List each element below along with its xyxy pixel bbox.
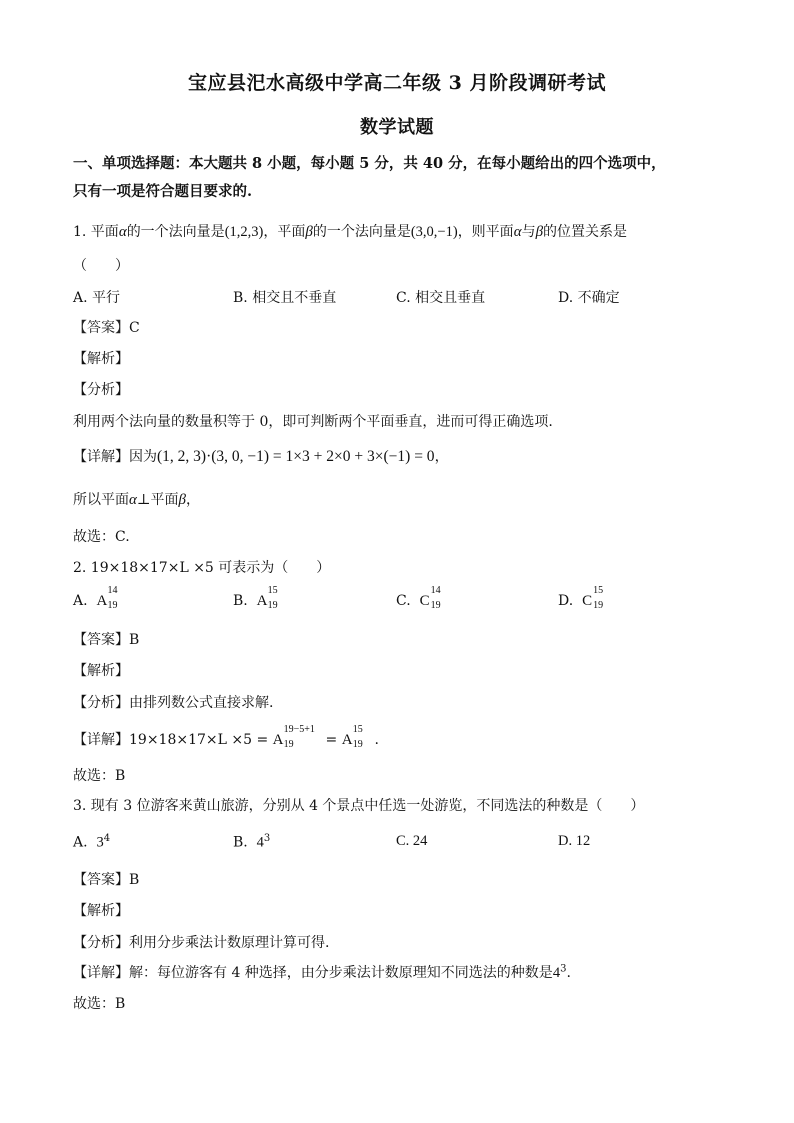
perm-sub: 19 <box>430 600 441 611</box>
q1-detail <box>73 446 449 466</box>
detail-label: 【详解】 <box>73 449 129 465</box>
section-heading-line2: 只有一项是符合题目要求的. <box>73 183 253 200</box>
perm-sup: 15 <box>267 585 278 596</box>
q3-option-a <box>73 833 110 852</box>
q3-option-d: D. 12 <box>558 833 591 849</box>
q2-stem: 2. 19×18×17×L ×5 可表示为（ ） <box>73 560 331 576</box>
answer-label: 【答案】 <box>73 872 129 888</box>
q1-beta-2: β <box>535 224 544 240</box>
perm-sup: 14 <box>430 585 441 596</box>
perm-sub: 19 <box>352 739 363 750</box>
q2-option-d <box>558 585 604 611</box>
q3-detail-base: 4 <box>552 965 561 981</box>
q1-detail-b: ， <box>434 449 449 465</box>
detail-label: 【详解】 <box>73 965 129 981</box>
fenxi-label: 【分析】 <box>73 695 129 711</box>
q1-stem-c: ，平面 <box>263 224 306 240</box>
q3-option-b-base: 4 <box>256 834 264 851</box>
q1-conclusion-d: ， <box>186 492 200 508</box>
q2-detail-perm2 <box>341 724 363 750</box>
q3-option-b <box>233 833 270 852</box>
q3-option-a-base: 3 <box>96 834 104 851</box>
q2-option-b-prefix: B. <box>233 593 248 609</box>
perm-sub: 19 <box>267 600 278 611</box>
q2-option-c <box>396 585 441 611</box>
q2-option-d-prefix: D. <box>558 593 574 609</box>
perm-sup: 19−5+1 <box>283 724 315 735</box>
q1-alpha-3: α <box>129 492 137 508</box>
q1-detail-a: 因为 <box>129 449 157 465</box>
q3-jiexi-label: 【解析】 <box>73 903 129 919</box>
q1-option-a: A. 平行 <box>73 290 121 306</box>
q3-detail-exp: 3 <box>560 963 567 975</box>
q1-alpha: α <box>118 224 127 240</box>
q1-paren: （ ） <box>73 258 129 274</box>
perm-base: A <box>96 593 108 609</box>
q2-option-a <box>73 585 118 611</box>
perm-base: A <box>256 593 268 609</box>
q1-stem-b: 的一个法向量是 <box>126 224 225 240</box>
q1-alpha-2: α <box>513 224 522 240</box>
perm-sub: 19 <box>107 600 118 611</box>
page-title: 宝应县汜水高级中学高二年级 3 月阶段调研考试 <box>188 72 606 94</box>
q3-option-b-exp: 3 <box>263 833 271 844</box>
q3-answer-value: B <box>129 872 140 888</box>
perm-base: A <box>341 732 353 748</box>
perm-sup: 15 <box>352 724 363 735</box>
q3-option-b-prefix: B. <box>233 834 248 851</box>
q1-conclusion-c: 平面 <box>150 492 179 508</box>
q3-answer <box>73 869 139 889</box>
q1-stem-a: 1. 平面 <box>73 224 119 240</box>
q2-option-a-perm <box>96 585 118 611</box>
q3-option-a-exp: 4 <box>103 833 111 844</box>
q2-detail-expr: 19×18×17×L ×5 = <box>129 732 269 748</box>
q3-option-c: C. 24 <box>396 833 428 849</box>
q3-final: 故选：B <box>73 996 126 1012</box>
q2-answer <box>73 629 139 649</box>
q1-beta-3: β <box>178 492 186 508</box>
perm-base: C <box>582 593 593 609</box>
page-subtitle: 数学试题 <box>360 117 434 138</box>
q1-jiexi-label: 【解析】 <box>73 351 129 367</box>
answer-label: 【答案】 <box>73 632 129 648</box>
q3-detail-end: . <box>566 965 571 981</box>
q2-option-b-perm <box>256 585 278 611</box>
q3-fenxi <box>73 932 329 952</box>
q3-option-a-prefix: A. <box>73 834 88 851</box>
answer-label: 【答案】 <box>73 320 129 336</box>
perm-base: C <box>419 593 430 609</box>
perm-sup: 14 <box>107 585 118 596</box>
q1-beta: β <box>305 224 313 240</box>
q2-option-d-perm <box>582 585 604 611</box>
q1-perp: ⊥ <box>136 492 151 508</box>
q2-detail-perm1 <box>272 724 315 750</box>
q2-final: 故选：B <box>73 768 126 784</box>
q2-fenxi-text: 由排列数公式直接求解. <box>129 695 274 711</box>
perm-base: A <box>272 732 284 748</box>
perm-sup: 15 <box>593 585 604 596</box>
q1-detail-expr: (1, 2, 3)·(3, 0, −1) = 1×3 + 2×0 + 3×(−1) = 0 <box>157 448 435 465</box>
perm-sub: 19 <box>593 600 604 611</box>
q1-fenxi-label: 【分析】 <box>73 382 129 398</box>
q1-final: 故选：C. <box>73 529 130 545</box>
q1-stem-g: 的位置关系是 <box>543 224 628 240</box>
q1-option-d: D. 不确定 <box>558 290 620 306</box>
q2-answer-value: B <box>129 632 140 648</box>
q3-fenxi-text: 利用分步乘法计数原理计算可得. <box>129 935 330 951</box>
q2-detail-eq: = <box>325 732 338 748</box>
q1-conclusion <box>73 489 200 509</box>
q2-jiexi-label: 【解析】 <box>73 663 129 679</box>
q2-option-c-perm <box>419 585 441 611</box>
q1-vec1: (1,2,3) <box>224 224 264 240</box>
q2-option-c-prefix: C. <box>396 593 411 609</box>
fenxi-label: 【分析】 <box>73 935 129 951</box>
q1-option-b: B. 相交且不垂直 <box>233 290 337 306</box>
q1-answer-value: C <box>129 320 140 336</box>
q2-option-b <box>233 585 278 611</box>
q1-answer <box>73 317 140 337</box>
q1-conclusion-a: 所以平面 <box>73 492 129 508</box>
q1-vec2: (3,0,−1) <box>410 224 458 240</box>
q1-option-c: C. 相交且垂直 <box>396 290 486 306</box>
q3-detail <box>73 962 571 982</box>
q3-stem: 3. 现有 3 位游客来黄山旅游，分别从 4 个景点中任选一处游览，不同选法的种数是（ ） <box>73 798 645 814</box>
q1-stem-f: 与 <box>521 224 536 240</box>
q3-detail-text: 解：每位游客有 4 种选择，由分步乘法计数原理知不同选法的种数是 <box>129 965 553 981</box>
q2-fenxi <box>73 692 273 712</box>
perm-sub: 19 <box>283 739 294 750</box>
detail-label: 【详解】 <box>73 732 129 748</box>
q1-stem <box>73 221 627 241</box>
section-heading-line1: 一、单项选择题：本大题共 8 小题，每小题 5 分，共 40 分，在每小题给出的四个选项中， <box>73 155 666 172</box>
q2-detail <box>73 724 379 750</box>
q1-stem-d: 的一个法向量是 <box>312 224 411 240</box>
q1-fenxi-text: 利用两个法向量的数量积等于 0，即可判断两个平面垂直，进而可得正确选项. <box>73 414 553 430</box>
q1-stem-e: ，则平面 <box>457 224 514 240</box>
q2-option-a-prefix: A. <box>73 593 88 609</box>
q2-detail-end: . <box>374 732 379 748</box>
